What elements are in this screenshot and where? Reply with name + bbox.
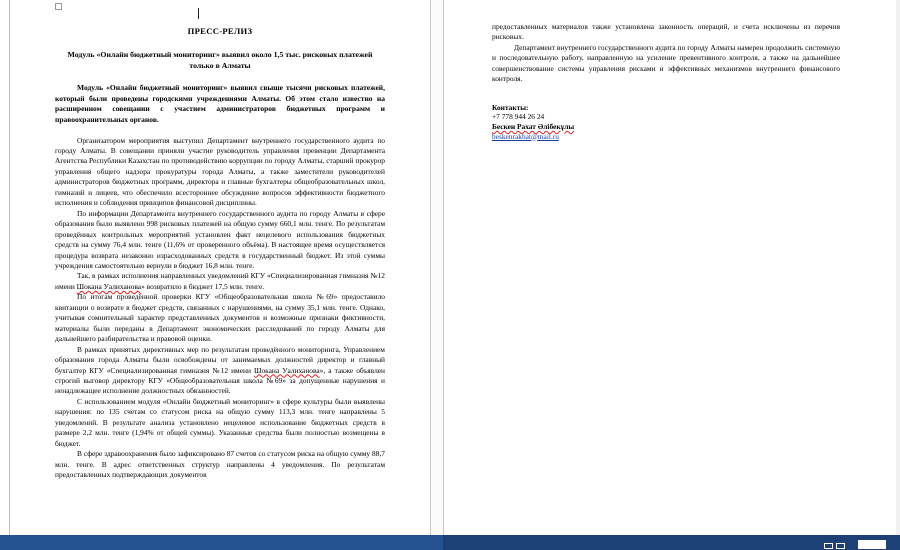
contacts-label: Контакты: [492, 102, 529, 112]
page-corner-marker [55, 3, 62, 10]
document-page-left [11, 0, 431, 535]
taskbar[interactable] [0, 535, 900, 550]
paragraph-education-stats: По информации Департамента внутреннего государственного аудита по городу Алматы в сфере образования было выявлено 998 рисковых платежей на общую сумму 660,1 млн. тенге. По результатам проведённых контрольных мероприятий установлен факт нецелевого использования бюджетных средств на сумму 76,4 млн. тенге (11,6% от проверенного объёма). В настоящее время осуществляется процедура возврата незаконно израсходованных средств в государственный бюджет. Из этой суммы учреждения самостоятельно вернули в бюджет 16,8 млн. тенге. [55, 208, 385, 270]
document-subtitle: Модуль «Онлайн бюджетный мониторинг» выявил около 1,5 тыс. рисковых платежей только в Алматы [67, 50, 373, 70]
contacts-person-name: Бескен Рахат Әлібекұлы [492, 121, 575, 131]
page-gap [431, 0, 443, 535]
window-tile-icon[interactable] [824, 543, 833, 549]
page-title: ПРЕСС-РЕЛИЗ [187, 26, 253, 36]
document-page-right [443, 0, 900, 535]
contacts-email-link[interactable]: beskenrakhat@mail.ru [492, 131, 559, 141]
spellcheck-flagged-name: Шокана Уалиханова [76, 281, 142, 291]
paragraph-closing-statement: Департамент внутреннего государственного аудита по городу Алматы намерен продолжить системную и последовательную работу, направленную на усиление превентивного контроля, а также на дальнейшее совершенствование системы управления рисками и эффективных механизмов внутреннего финансового контроля. [492, 42, 840, 84]
vertical-scrollbar[interactable] [896, 0, 900, 535]
paragraph-organizer: Организатором мероприятия выступил Департамент внутреннего государственного аудита по городу Алматы. В совещании приняли участие руководитель управления превенции Департамента Агентства Республики Казахстан по противодействию коррупции по городу Алматы, старший прокурор управления общего надзора прокуратуры города Алматы, а также заместители руководителей администраторов бюджетных программ, директора и главные бухгалтеры общеобразовательных школ, гимназий и лицеев, что обеспечило всестороннее обсуждение вопросов эффективности бюджетного исполнения и соблюдения принципов финансовой дисциплины. [55, 135, 385, 208]
window-restore-icon[interactable] [858, 540, 886, 549]
paragraph-culture-sector: С использованием модуля «Онлайн бюджетный мониторинг» в сфере культуры были выявлены нарушения: по 135 счетам со статусом риска на общую сумму 113,3 млн. тенге направлены 5 уведомлений. В результате анализа установлено нецелевое использование бюджетных средств в размере 2,2 млн. тенге (1,94% от общей суммы). Указанные средства были полностью возмещены в бюджет. [55, 396, 385, 448]
text-caret [198, 8, 199, 19]
lead-paragraph: Модуль «Онлайн бюджетный мониторинг» выявил свыше тысячи рисковых платежей, который были проведены городскими учреждениями Алматы. Об этом стало известно на расширенном совещании с участием администраторов бюджетных программ и правоохранительных органов. [55, 83, 385, 124]
spellcheck-flagged-name-2: Шокана Уалиханова [254, 365, 320, 375]
paragraph-directive-after: », а также объявлен строгий выговор директору КГУ «Общеобразовательная школа №69» за допущенные нарушения и ненадлежащее исполнение должностных обязанностей. [55, 365, 386, 396]
paragraph-gymnasium-before: Так, в рамках исполнения направленных уведомлений КГУ «Специализированная гимназия №12 имени [55, 271, 385, 291]
left-margin-rule [0, 0, 10, 535]
paragraph-directive-before: В рамках принятых директивных мер по результатам проведённого мониторинга, Управлением образования города Алматы были освобождены от занимаемых должностей директор и главный бухгалтер КГУ «Специализированная гимназия №12 имени [55, 344, 385, 375]
paragraph-directive-measures [55, 345, 385, 397]
page-left-text-body[interactable] [55, 26, 385, 481]
contacts-phone: +7 778 944 26 24 [492, 112, 545, 122]
window-tile-icon-2[interactable] [836, 543, 845, 549]
paragraph-gymnasium [55, 271, 385, 292]
paragraph-continuation: предоставленных материалов также установлена законность операций, и счета исключены из перечня рисковых. [492, 22, 840, 42]
paragraph-gymnasium-after: » возвратило в бюджет 17,5 млн. тенге. [141, 281, 265, 291]
paragraph-healthcare-sector: В сфере здравоохранения было зафиксировано 87 счетов со статусом риска на общую сумму 88,7 млн. тенге. В адрес ответственных структур направлены 4 уведомления. По результатам предоставленных подтверждающих документов [55, 449, 385, 480]
contacts-block [492, 103, 840, 141]
paragraph-school-69: По итогам проведённой проверки КГУ «Общеобразовательная школа №69» предоставило квитанции о возврате в бюджет средств, связанных с нарушениями, на сумму 35,1 млн. тенге. Однако, учитывая сомнительный характер представленных документов и возможные признаки фиктивности, материалы были переданы в Департамент экономических расследований по городу Алматы для дальнейшего разбирательства и правовой оценки. [55, 292, 385, 344]
page-right-text-body[interactable] [492, 22, 840, 141]
